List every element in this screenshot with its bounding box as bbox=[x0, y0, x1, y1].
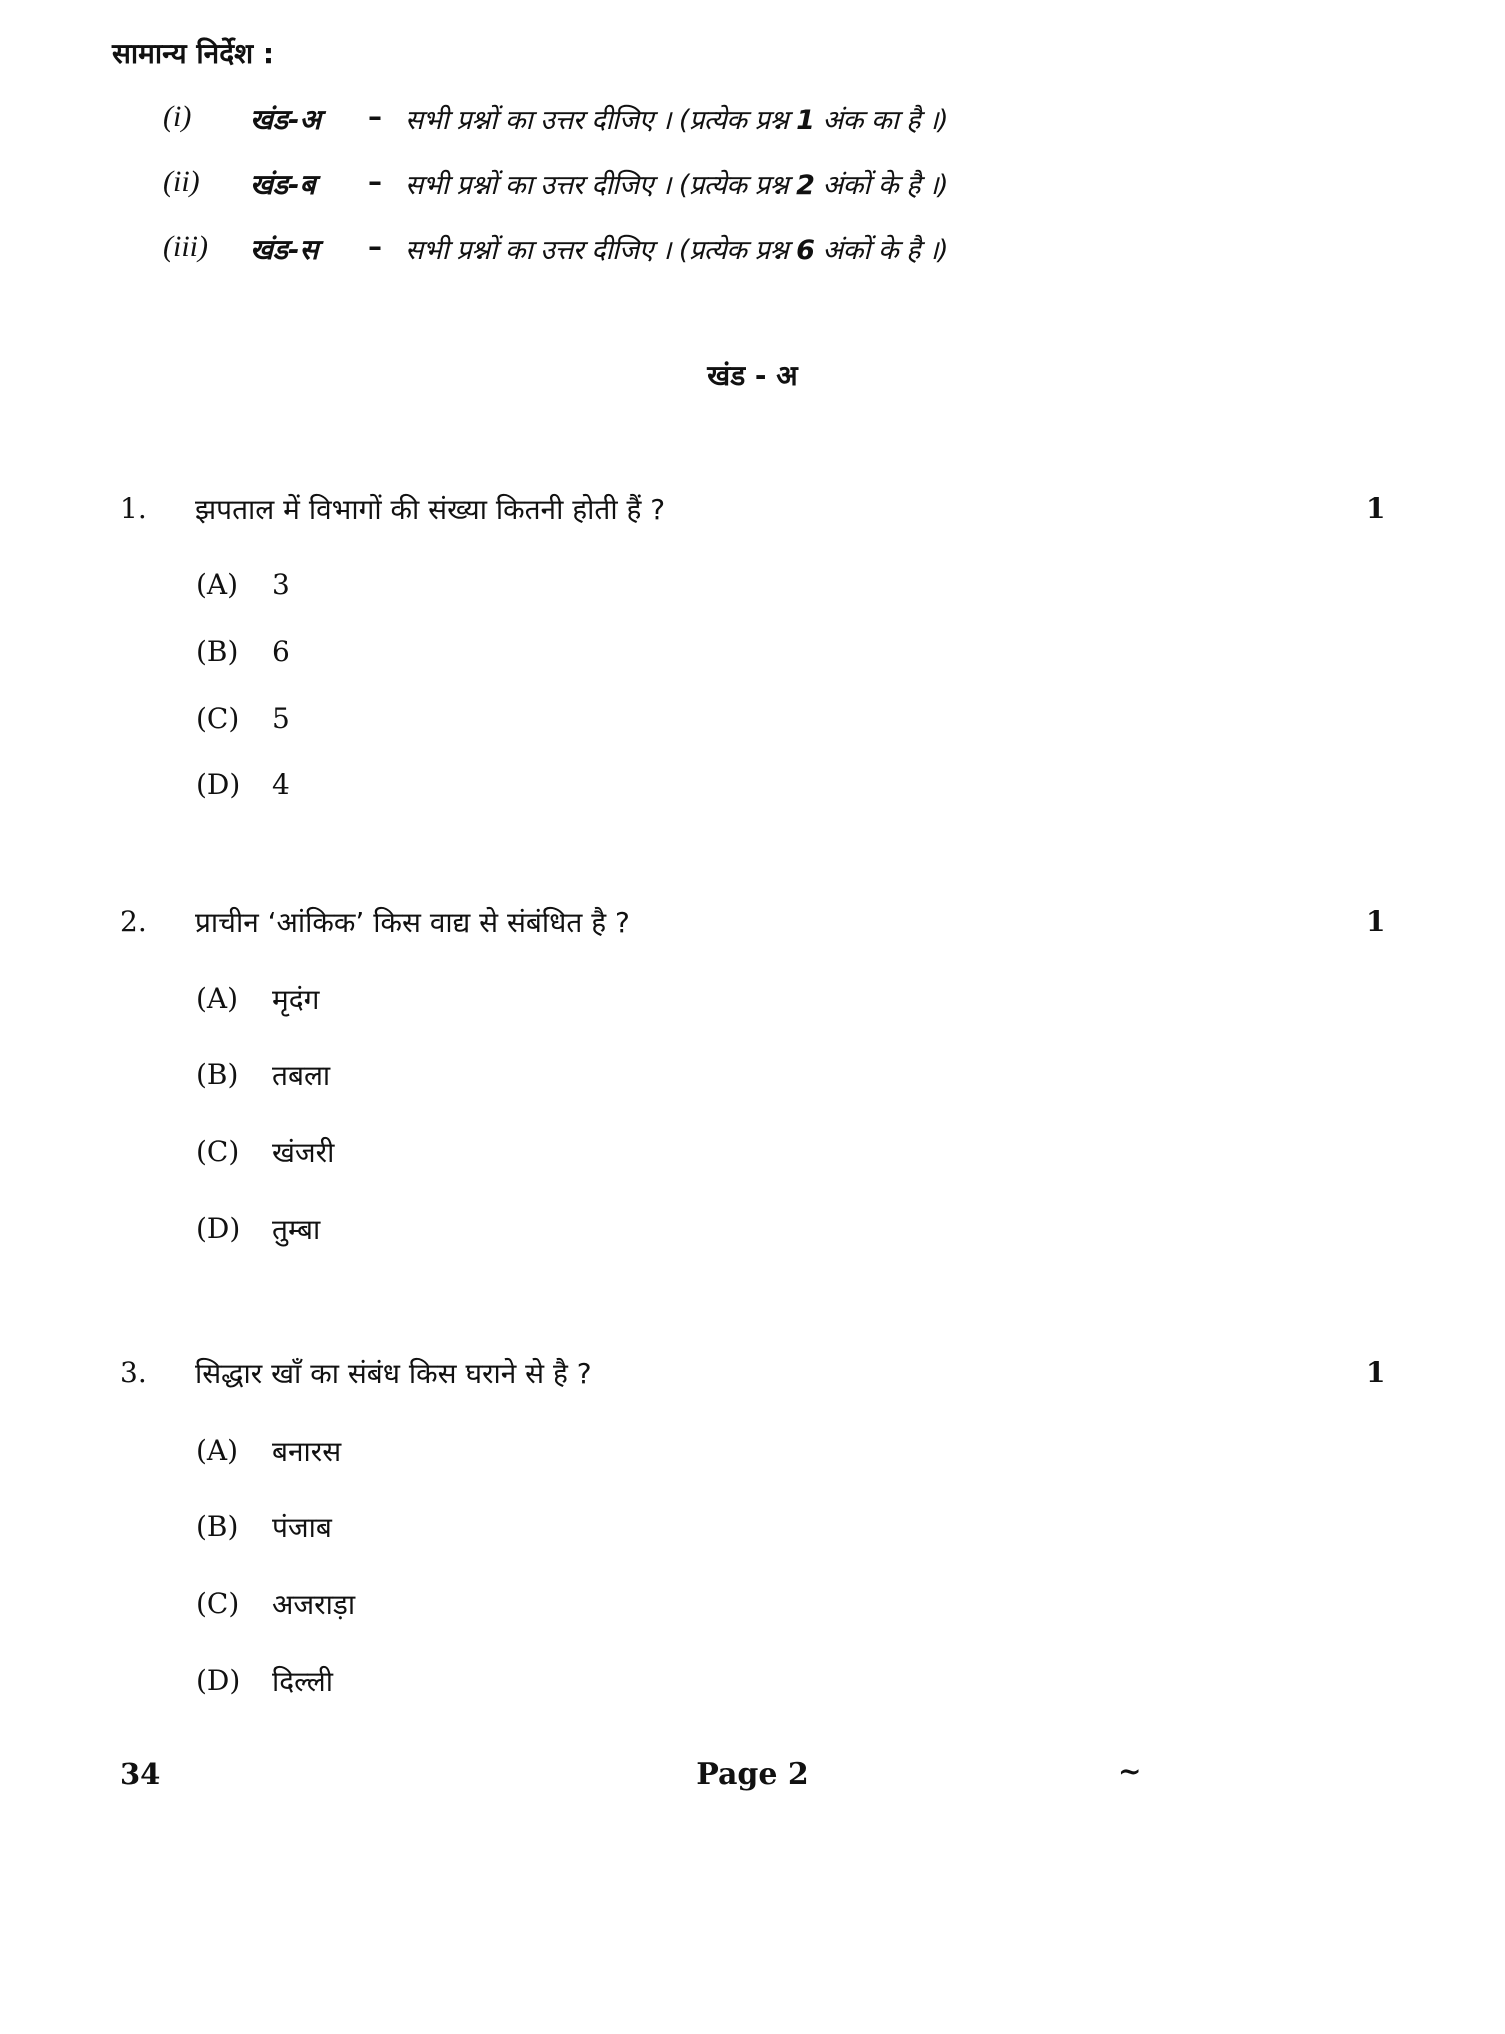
option-value: 4 bbox=[272, 768, 290, 801]
question-number: 2. bbox=[120, 905, 147, 938]
option-label: (C) bbox=[196, 1135, 240, 1168]
option-value: अजराड़ा bbox=[272, 1588, 356, 1621]
instruction-dash: – bbox=[368, 165, 382, 198]
instruction-dash: – bbox=[368, 230, 382, 263]
option-value: तुम्बा bbox=[272, 1213, 321, 1246]
question-text: झपताल में विभागों की संख्या कितनी होती हैं ? bbox=[195, 493, 666, 526]
option-label: (A) bbox=[196, 1434, 239, 1467]
question-marks: 1 bbox=[1366, 1356, 1386, 1389]
instruction-dash: – bbox=[368, 100, 382, 133]
option-label: (B) bbox=[196, 1510, 239, 1543]
question-marks: 1 bbox=[1366, 492, 1386, 525]
instruction-text bbox=[405, 100, 948, 137]
instruction-marks: 2 bbox=[796, 170, 815, 201]
option-label: (B) bbox=[196, 635, 239, 668]
footer-page-number: Page 2 bbox=[696, 1757, 809, 1792]
general-instructions-title: सामान्य निर्देश : bbox=[112, 37, 275, 70]
option-label: (D) bbox=[196, 1664, 241, 1697]
question-text: प्राचीन ‘आंकिक’ किस वाद्य से संबंधित है ? bbox=[195, 906, 630, 939]
option-value: 5 bbox=[272, 702, 290, 735]
option-label: (B) bbox=[196, 1058, 239, 1091]
option-label: (D) bbox=[196, 1212, 241, 1245]
option-value: मृदंग bbox=[272, 983, 320, 1016]
instruction-marks: 1 bbox=[796, 105, 815, 136]
instruction-text bbox=[405, 165, 948, 202]
question-number: 3. bbox=[120, 1356, 147, 1389]
instruction-section: खंड-अ bbox=[250, 103, 321, 136]
instruction-number: (iii) bbox=[163, 230, 208, 263]
question-marks: 1 bbox=[1366, 905, 1386, 938]
footer-paper-code: 34 bbox=[120, 1757, 161, 1791]
instruction-item bbox=[0, 100, 1505, 146]
question-text: सिद्धार खाँ का संबंध किस घराने से है ? bbox=[195, 1357, 592, 1390]
instruction-text-after: अंक का है ।) bbox=[814, 105, 948, 136]
option-label: (C) bbox=[196, 1587, 240, 1620]
question-number: 1. bbox=[120, 492, 147, 525]
option-label: (A) bbox=[196, 982, 239, 1015]
option-label: (D) bbox=[196, 768, 241, 801]
instruction-section: खंड-ब bbox=[250, 168, 316, 201]
option-value: 3 bbox=[272, 568, 290, 601]
instruction-text-before: सभी प्रश्नों का उत्तर दीजिए । (प्रत्येक प्रश्न bbox=[405, 235, 797, 266]
footer-tilde-mark: ~ bbox=[1118, 1755, 1142, 1788]
option-value: खंजरी bbox=[272, 1136, 335, 1169]
instruction-text-before: सभी प्रश्नों का उत्तर दीजिए । (प्रत्येक प्रश्न bbox=[405, 105, 797, 136]
option-value: दिल्ली bbox=[272, 1665, 333, 1698]
instruction-section: खंड-स bbox=[250, 233, 319, 266]
instruction-item bbox=[0, 230, 1505, 276]
instruction-text-after: अंकों के है ।) bbox=[814, 235, 948, 266]
instruction-number: (ii) bbox=[163, 165, 200, 198]
option-label: (A) bbox=[196, 568, 239, 601]
option-value: तबला bbox=[272, 1059, 331, 1092]
instruction-marks: 6 bbox=[796, 235, 815, 266]
section-heading: खंड - अ bbox=[707, 359, 798, 392]
option-value: 6 bbox=[272, 635, 290, 668]
instruction-item bbox=[0, 165, 1505, 211]
instruction-text-before: सभी प्रश्नों का उत्तर दीजिए । (प्रत्येक प्रश्न bbox=[405, 170, 797, 201]
instruction-number: (i) bbox=[163, 100, 192, 133]
option-label: (C) bbox=[196, 702, 240, 735]
option-value: पंजाब bbox=[272, 1511, 332, 1544]
option-value: बनारस bbox=[272, 1435, 342, 1468]
instruction-text bbox=[405, 230, 948, 267]
instruction-text-after: अंकों के है ।) bbox=[814, 170, 948, 201]
